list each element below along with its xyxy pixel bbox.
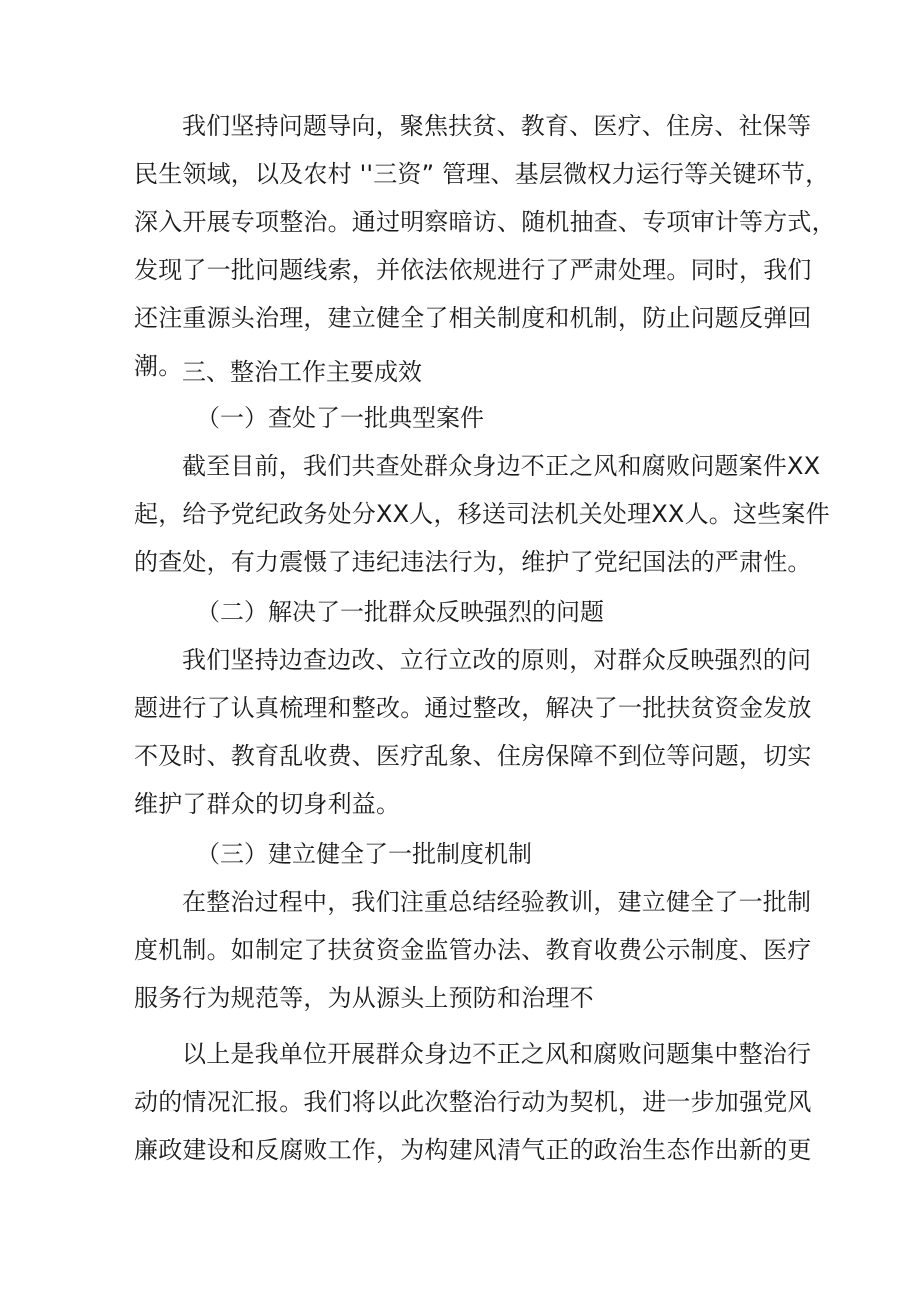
paragraph-cases-handled (134, 442, 830, 586)
text-line: 截至目前，我们共查处群众身边不正之风和腐败问题案件XX (182, 452, 821, 480)
subsection-heading-typical-cases: （一）查处了一批典型案件 (196, 404, 484, 432)
text-line: 还注重源头治理，建立健全了相关制度和机制，防止问题反弹回 (134, 304, 812, 332)
text-line: 的查处，有力震慑了违纪违法行为，维护了党纪国法的严肃性。 (134, 548, 812, 576)
text-line: 民生领域，以及农村 ''三资” 管理、基层微权力运行等关键环节， (134, 160, 830, 188)
text-line: 题进行了认真梳理和整改。通过整改，解决了一批扶贫资金发放 (134, 694, 812, 722)
text-line: 潮。 (134, 352, 183, 380)
text-line: 我们坚持边查边改、立行立改的原则，对群众反映强烈的问 (182, 646, 812, 674)
text-line: 服务行为规范等，为从源头上预防和治理不 (134, 984, 594, 1012)
subsection-heading-systems-mechanisms: （三）建立健全了一批制度机制 (196, 840, 532, 868)
text-line: 深入开展专项整治。通过明察暗访、随机抽查、专项审计等方式， (134, 208, 836, 236)
paragraph-conclusion (134, 1030, 812, 1174)
text-line: 起，给予党纪政务处分XX人，移送司法机关处理XX人。这些案件 (134, 500, 830, 528)
paragraph-special-rectification (134, 102, 836, 390)
section-heading-main-results: 三、整治工作主要成效 (182, 358, 422, 386)
text-line: 在整治过程中，我们注重总结经验教训，建立健全了一批制 (182, 888, 812, 916)
text-line: 以上是我单位开展群众身边不正之风和腐败问题集中整治行 (182, 1040, 812, 1068)
text-line: 廉政建设和反腐败工作，为构建风清气正的政治生态作出新的更 (134, 1136, 812, 1164)
text-line: 我们坚持问题导向，聚焦扶贫、教育、医疗、住房、社保等 (182, 112, 812, 140)
subsection-heading-resolved-issues: （二）解决了一批群众反映强烈的问题 (196, 598, 604, 626)
text-line: 动的情况汇报。我们将以此次整治行动为契机，进一步加强党风 (134, 1088, 812, 1116)
paragraph-systems-established (134, 878, 812, 1022)
text-line: 发现了一批问题线索，并依法依规进行了严肃处理。同时，我们 (134, 256, 812, 284)
text-line: 度机制。如制定了扶贫资金监管办法、教育收费公示制度、医疗 (134, 936, 812, 964)
text-line: 维护了群众的切身利益。 (134, 790, 401, 818)
text-line: 不及时、教育乱收费、医疗乱象、住房保障不到位等问题，切实 (134, 742, 812, 770)
paragraph-rectification-results (134, 636, 812, 828)
